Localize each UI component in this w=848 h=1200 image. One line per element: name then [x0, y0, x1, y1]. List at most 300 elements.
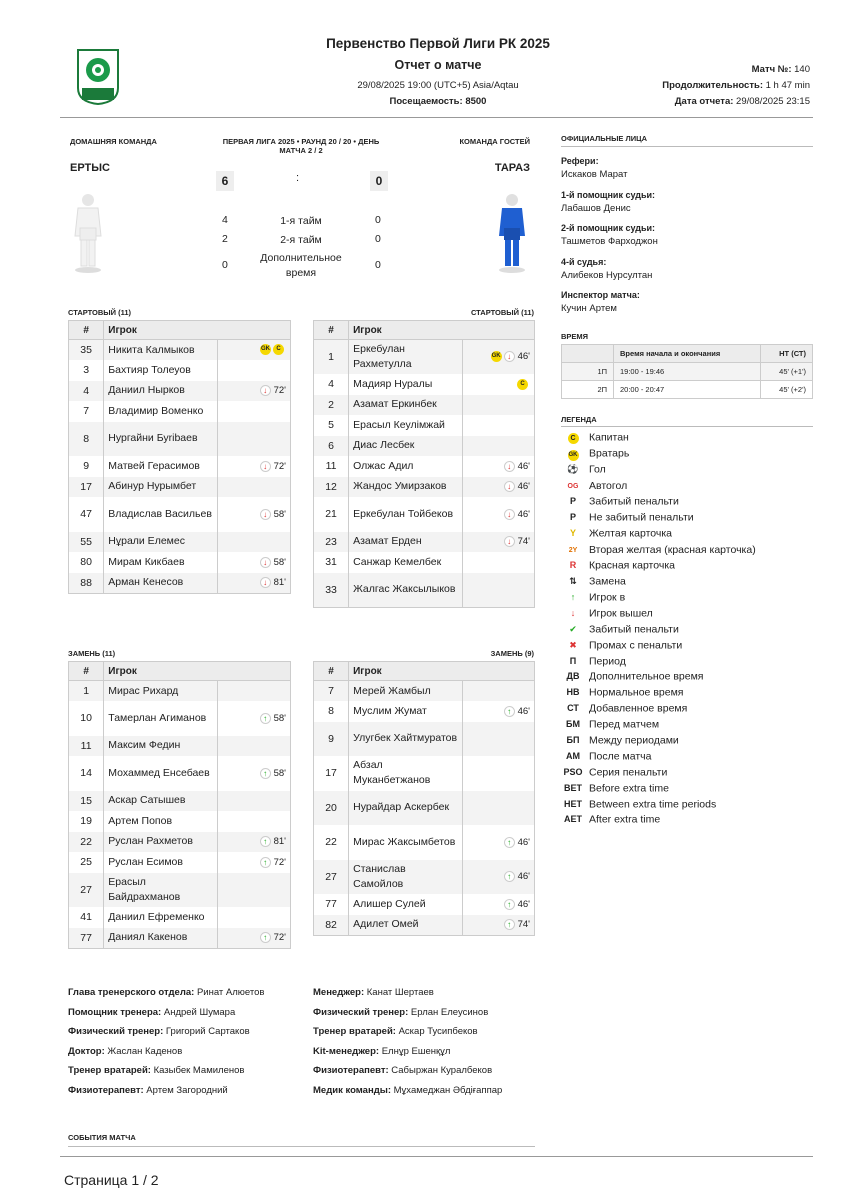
player-number: 35 — [69, 340, 104, 361]
legend-item — [561, 654, 756, 670]
legend-text: Дополнительное время — [589, 670, 704, 683]
player-events — [218, 928, 291, 949]
sub-minute: 46' — [517, 481, 530, 493]
player-events — [218, 497, 291, 532]
round-info: ПЕРВАЯ ЛИГА 2025 • РАУНД 20 / 20 • ДЕНЬ МАТЧА 2 / 2 — [222, 137, 380, 155]
header-divider — [60, 117, 813, 118]
player-row — [69, 401, 291, 422]
home-subs-table — [68, 661, 291, 949]
player-name: Мохаммед Енсебаев — [104, 756, 218, 791]
legend-item — [561, 542, 756, 558]
player-row — [314, 395, 535, 416]
player-number: 7 — [69, 401, 104, 422]
player-events — [218, 907, 291, 928]
player-row — [69, 701, 291, 736]
player-row — [69, 681, 291, 702]
player-out-icon — [561, 606, 585, 621]
home-starting-table — [68, 320, 291, 594]
staff-name: Ерлан Елеусинов — [410, 1006, 489, 1018]
staff-role: Тренер вратарей: — [313, 1026, 396, 1037]
legend-item — [561, 733, 756, 749]
player-number: 22 — [69, 832, 104, 853]
page-number: Страница 1 / 2 — [64, 1172, 159, 1188]
legend-abbr — [561, 765, 585, 780]
footer-divider — [60, 1156, 813, 1157]
player-row — [69, 736, 291, 757]
player-name: Адилет Омей — [349, 915, 463, 936]
player-row — [314, 456, 535, 477]
player-name: Абинур Нурымбет — [104, 477, 218, 498]
sub-minute: 46' — [517, 460, 530, 472]
player-number: 2 — [314, 395, 349, 416]
official-name: Искаков Марат — [561, 169, 628, 180]
officials-title: ОФИЦИАЛЬНЫЕ ЛИЦА — [561, 134, 648, 143]
player-number: 10 — [69, 701, 104, 736]
player-events — [218, 832, 291, 853]
events-divider — [68, 1146, 535, 1147]
score-separator: : — [296, 172, 300, 184]
player-number: 4 — [314, 374, 349, 395]
player-name: Азамат Еркинбек — [349, 395, 463, 416]
player-name: Станислав Самойлов — [349, 860, 463, 895]
time-col-ht: НТ (СТ) — [761, 345, 813, 363]
player-events — [462, 456, 534, 477]
player-out-icon: ↓ — [260, 461, 271, 472]
player-number: 5 — [314, 415, 349, 436]
player-row — [69, 456, 291, 477]
player-number: 80 — [69, 552, 104, 573]
player-in-icon: ↑ — [260, 768, 271, 779]
penalty-shootout-miss-icon-glyph: ✖ — [569, 639, 577, 650]
player-row — [314, 791, 535, 826]
player-name: Азамат Ерден — [349, 532, 463, 553]
player-row — [69, 573, 291, 594]
legend-text: Добавленное время — [589, 702, 688, 715]
player-row — [69, 907, 291, 928]
player-number: 77 — [69, 928, 104, 949]
player-number: 3 — [69, 360, 104, 381]
official-role: Рефери: — [561, 156, 599, 166]
player-name: Жандос Умирзаков — [349, 477, 463, 498]
player-name: Арман Кенесов — [104, 573, 218, 594]
official-role: Инспектор матча: — [561, 290, 640, 300]
player-in-icon: ↑ — [260, 932, 271, 943]
player-name: Никита Калмыков — [104, 340, 218, 361]
staff-name: Казыбек Мамиленов — [153, 1065, 245, 1076]
player-events — [218, 477, 291, 498]
player-in-icon: ↑ — [260, 836, 271, 847]
player-events — [218, 573, 291, 594]
player-number: 9 — [314, 722, 349, 757]
player-events — [462, 701, 534, 722]
captain-icon: C — [273, 344, 284, 355]
player-row — [69, 756, 291, 791]
yellow-card-icon-glyph: Y — [569, 527, 576, 538]
legend-item — [561, 494, 756, 510]
player-out-icon: ↓ — [260, 385, 271, 396]
player-events — [218, 756, 291, 791]
player-row — [314, 894, 535, 915]
official-role: 1-й помощник судьи: — [561, 189, 656, 200]
player-name: Владислав Васильев — [104, 497, 218, 532]
legend-item — [561, 685, 756, 701]
legend-abbr-text: BET — [564, 782, 582, 793]
away-team-name: ТАРАЗ — [494, 162, 530, 174]
official-name: Кучин Артем — [561, 303, 617, 314]
legend-text: Игрок в — [589, 591, 626, 604]
player-name: Ерасыл Байдрахманов — [104, 873, 218, 908]
legend-abbr — [561, 781, 585, 796]
player-events — [218, 401, 291, 422]
legend-item — [561, 558, 756, 574]
legend-abbr — [561, 749, 585, 764]
player-events — [218, 811, 291, 832]
time-title: ВРЕМЯ — [561, 332, 589, 341]
player-name: Санжар Кемелбек — [349, 552, 463, 573]
player-events — [218, 701, 291, 736]
player-name: Жалгас Жаксылыков — [349, 573, 463, 608]
player-row — [69, 928, 291, 949]
half-label: 2-я тайм — [280, 234, 322, 246]
half-label: 1-я тайм — [280, 215, 322, 227]
player-row — [69, 791, 291, 812]
legend-abbr-text: П — [569, 655, 577, 666]
official-role: 2-й помощник судьи: — [561, 223, 656, 233]
legend-text: Игрок вышел — [589, 607, 653, 620]
time-ht: 45' (+2') — [761, 381, 813, 399]
penalty-shootout-scored-icon-glyph: ✔ — [569, 623, 577, 634]
player-events — [462, 915, 534, 936]
player-out-icon: ↓ — [504, 509, 515, 520]
legend-text: После матча — [589, 750, 652, 763]
staff-name: Аскар Тусипбеков — [398, 1026, 478, 1037]
player-out-icon: ↓ — [260, 557, 271, 568]
home-staff-list — [68, 983, 264, 1100]
second-yellow-icon-glyph: 2Y — [568, 546, 578, 554]
player-name: Абзал Муканбетжанов — [349, 756, 463, 791]
player-number: 8 — [314, 701, 349, 722]
player-row — [314, 552, 535, 573]
player-row — [314, 477, 535, 498]
legend-item — [561, 478, 756, 494]
legend-text: Автогол — [589, 479, 628, 492]
player-name: Диас Лесбек — [349, 436, 463, 457]
player-name: Руслан Рахметов — [104, 832, 218, 853]
player-row — [69, 852, 291, 873]
sub-minute: 58' — [273, 556, 286, 568]
legend-list — [561, 430, 756, 828]
player-number: 4 — [69, 381, 104, 402]
player-number: 88 — [69, 573, 104, 594]
player-row — [314, 825, 535, 860]
staff-role: Менеджер: — [313, 987, 365, 998]
legend-item — [561, 717, 756, 733]
col-player-header: Игрок — [104, 321, 291, 340]
legend-abbr-text: БП — [566, 734, 580, 745]
legend-item — [561, 781, 756, 797]
player-events — [462, 573, 534, 608]
legend-text: Перед матчем — [589, 718, 660, 731]
staff-item — [313, 1022, 502, 1042]
player-number: 27 — [314, 860, 349, 895]
player-events — [218, 791, 291, 812]
red-card-icon-glyph: R — [569, 560, 577, 571]
player-events — [462, 825, 534, 860]
legend-text: Серия пенальти — [589, 766, 668, 779]
time-range: 19:00 - 19:46 — [614, 363, 761, 381]
legend-abbr — [561, 717, 585, 732]
goal-icon-glyph: ⚽ — [567, 463, 579, 474]
legend-item — [561, 446, 756, 462]
player-number: 12 — [314, 477, 349, 498]
col-number-header: # — [314, 662, 349, 681]
captain-icon — [561, 430, 585, 445]
col-number-header: # — [69, 321, 104, 340]
staff-item — [68, 1042, 264, 1062]
staff-item — [313, 1042, 502, 1062]
player-row — [314, 756, 535, 791]
player-name: Даниил Ефременко — [104, 907, 218, 928]
away-team-label: КОМАНДА ГОСТЕЙ — [459, 137, 530, 146]
half-away-score: 0 — [375, 259, 381, 271]
player-row — [69, 340, 291, 361]
legend-abbr-text: ДВ — [566, 671, 580, 682]
staff-item — [68, 1081, 264, 1101]
staff-name: Сабыржан Куралбеков — [391, 1065, 493, 1076]
player-out-icon: ↓ — [260, 509, 271, 520]
player-events — [462, 532, 534, 553]
player-events — [462, 722, 534, 757]
sub-minute: 72' — [273, 856, 286, 868]
home-start-label: СТАРТОВЫЙ (11) — [68, 308, 132, 317]
player-row — [314, 374, 535, 395]
player-events — [462, 860, 534, 895]
legend-text: Вторая желтая (красная карточка) — [589, 543, 756, 556]
own-goal-icon-glyph: OG — [567, 482, 579, 490]
player-name: Даниил Ныркoв — [104, 381, 218, 402]
player-out-icon: ↓ — [504, 481, 515, 492]
captain-icon-glyph: C — [568, 433, 579, 444]
player-row — [314, 860, 535, 895]
sub-minute: 46' — [517, 705, 530, 717]
player-row — [314, 915, 535, 936]
player-number: 6 — [314, 436, 349, 457]
staff-name: Жаслан Каденов — [107, 1045, 183, 1057]
player-row — [69, 552, 291, 573]
player-name: Еркебулан Тойбеков — [349, 497, 463, 532]
player-number: 17 — [314, 756, 349, 791]
legend-text: Между периодами — [589, 734, 679, 747]
legend-abbr-text: НВ — [566, 687, 580, 698]
legend-text: Вратарь — [589, 447, 630, 460]
player-events — [218, 873, 291, 908]
legend-abbr — [561, 685, 585, 700]
player-events — [462, 374, 534, 395]
sub-minute: 81' — [273, 836, 286, 848]
goalkeeper-icon: GK — [260, 344, 271, 355]
player-row — [314, 436, 535, 457]
col-number-header: # — [69, 662, 104, 681]
player-name: Бахтияр Толеуов — [104, 360, 218, 381]
goalkeeper-icon — [561, 446, 585, 461]
col-player-header: Игрок — [349, 321, 535, 340]
staff-name: Андрей Шумара — [163, 1006, 236, 1018]
legend-item — [561, 749, 756, 765]
player-row — [314, 573, 535, 608]
player-events — [218, 456, 291, 477]
col-player-header: Игрок — [104, 662, 291, 681]
player-in-icon: ↑ — [504, 837, 515, 848]
player-name: Нұрали Елемес — [104, 532, 218, 553]
legend-item — [561, 574, 756, 590]
own-goal-icon — [561, 478, 585, 494]
player-events — [462, 477, 534, 498]
sub-minute: 72' — [273, 385, 286, 397]
player-number: 23 — [314, 532, 349, 553]
legend-abbr — [561, 812, 585, 827]
player-in-icon: ↑ — [504, 899, 515, 910]
match-meta: Матч №: 140 Продолжительность: 1 h 47 min Дата отчета: 29/08/2025 23:15 — [662, 64, 810, 107]
sub-minute: 46' — [517, 898, 530, 910]
staff-item — [68, 1003, 264, 1023]
legend-abbr-text: АМ — [566, 750, 580, 761]
player-in-icon: ↑ — [260, 857, 271, 868]
home-subs-label: ЗАМЕНЬ (11) — [68, 649, 116, 658]
staff-item — [313, 1081, 502, 1101]
player-row — [314, 722, 535, 757]
player-in-icon: ↑ — [504, 706, 515, 717]
sub-minute: 58' — [273, 508, 286, 520]
player-out-icon: ↓ — [504, 351, 515, 362]
staff-name: Елнұр Ешенқұл — [381, 1045, 451, 1057]
player-number: 1 — [314, 340, 349, 375]
penalty-scored-icon — [561, 494, 585, 509]
half-away-score: 0 — [375, 233, 381, 245]
staff-role: Kit-менеджер: — [313, 1045, 380, 1057]
legend-text: Период — [589, 654, 626, 667]
goalkeeper-icon: GK — [491, 351, 502, 362]
player-name: Мерей Жамбыл — [349, 681, 463, 702]
player-name: Нургайни Буribаев — [104, 422, 218, 457]
player-number: 20 — [314, 791, 349, 826]
player-events — [462, 415, 534, 436]
staff-item — [68, 1022, 264, 1042]
official-role: 4-й судья: — [561, 256, 607, 267]
half-label: Дополнительное время — [260, 252, 342, 279]
player-number: 9 — [69, 456, 104, 477]
player-events — [462, 436, 534, 457]
player-events — [218, 532, 291, 553]
player-row — [69, 497, 291, 532]
player-row — [314, 415, 535, 436]
player-name: Ерасыл Кеулімжай — [349, 415, 463, 436]
staff-role: Тренер вратарей: — [68, 1065, 151, 1076]
staff-item — [68, 983, 264, 1003]
legend-abbr — [561, 733, 585, 748]
half-home-score: 4 — [222, 214, 228, 226]
player-number: 47 — [69, 497, 104, 532]
staff-role: Физиотерапевт: — [313, 1065, 389, 1076]
legend-item — [561, 765, 756, 781]
report-subtitle: Отчет о матче — [394, 58, 482, 72]
player-number: 14 — [69, 756, 104, 791]
legend-item — [561, 430, 756, 446]
legend-text: Замена — [589, 575, 626, 588]
legend-abbr-text: СТ — [567, 703, 579, 714]
legend-item — [561, 526, 756, 542]
staff-role: Доктор: — [68, 1045, 105, 1057]
player-number: 31 — [314, 552, 349, 573]
player-row — [69, 360, 291, 381]
player-name: Нурайдар Аскербек — [349, 791, 463, 826]
player-in-icon: ↑ — [504, 871, 515, 882]
time-col-range: Время начала и окончания — [614, 345, 761, 363]
player-row — [69, 811, 291, 832]
penalty-missed-icon — [561, 510, 585, 525]
player-row — [314, 701, 535, 722]
penalty-shootout-scored-icon — [561, 622, 585, 637]
player-row — [69, 477, 291, 498]
sub-minute: 46' — [517, 351, 530, 363]
legend-abbr — [561, 797, 585, 812]
player-name: Руслан Есимов — [104, 852, 218, 873]
player-row — [69, 832, 291, 853]
player-number: 17 — [69, 477, 104, 498]
player-events — [218, 381, 291, 402]
legend-item — [561, 638, 756, 654]
home-kit-icon — [70, 192, 106, 279]
player-out-icon-glyph: ↓ — [570, 607, 576, 618]
col-number-header: # — [314, 321, 349, 340]
player-events — [218, 681, 291, 702]
player-events — [218, 360, 291, 381]
attendance: Посещаемость: 8500 — [389, 96, 487, 107]
legend-item — [561, 812, 756, 828]
staff-item — [68, 1061, 264, 1081]
player-in-icon: ↑ — [260, 713, 271, 724]
staff-item — [313, 1061, 502, 1081]
legend-text: Between extra time periods — [589, 798, 717, 810]
player-name: Матвей Герасимов — [104, 456, 218, 477]
player-number: 25 — [69, 852, 104, 873]
player-name: Алишер Сулей — [349, 894, 463, 915]
home-team-label: ДОМАШНЯЯ КОМАНДА — [70, 137, 157, 146]
player-row — [69, 381, 291, 402]
player-number: 82 — [314, 915, 349, 936]
player-number: 11 — [314, 456, 349, 477]
player-number: 1 — [69, 681, 104, 702]
yellow-card-icon — [561, 526, 585, 541]
staff-name: Мұхамеджан Әбдіғаппар — [393, 1084, 503, 1096]
player-name: Еркебулан Рахметулла — [349, 340, 463, 375]
player-name: Мирас Рихард — [104, 681, 218, 702]
player-number: 11 — [69, 736, 104, 757]
player-name: Муслим Жумат — [349, 701, 463, 722]
official-name: Ташметов Фарходжон — [561, 236, 658, 247]
penalty-scored-icon-glyph: P — [569, 496, 576, 507]
official-name: Лабашов Денис — [561, 202, 631, 214]
legend-text: Промах с пенальти — [589, 639, 683, 652]
officials-divider — [561, 146, 813, 147]
report-title: Первенство Первой Лиги РК 2025 — [326, 36, 550, 51]
away-starting-table — [313, 320, 535, 608]
player-name: Мадияр Нуралы — [349, 374, 463, 395]
player-events — [218, 422, 291, 457]
player-events — [462, 340, 534, 375]
legend-text: Забитый пенальти — [589, 495, 679, 508]
player-name: Мирам Кикбаев — [104, 552, 218, 573]
player-row — [314, 681, 535, 702]
